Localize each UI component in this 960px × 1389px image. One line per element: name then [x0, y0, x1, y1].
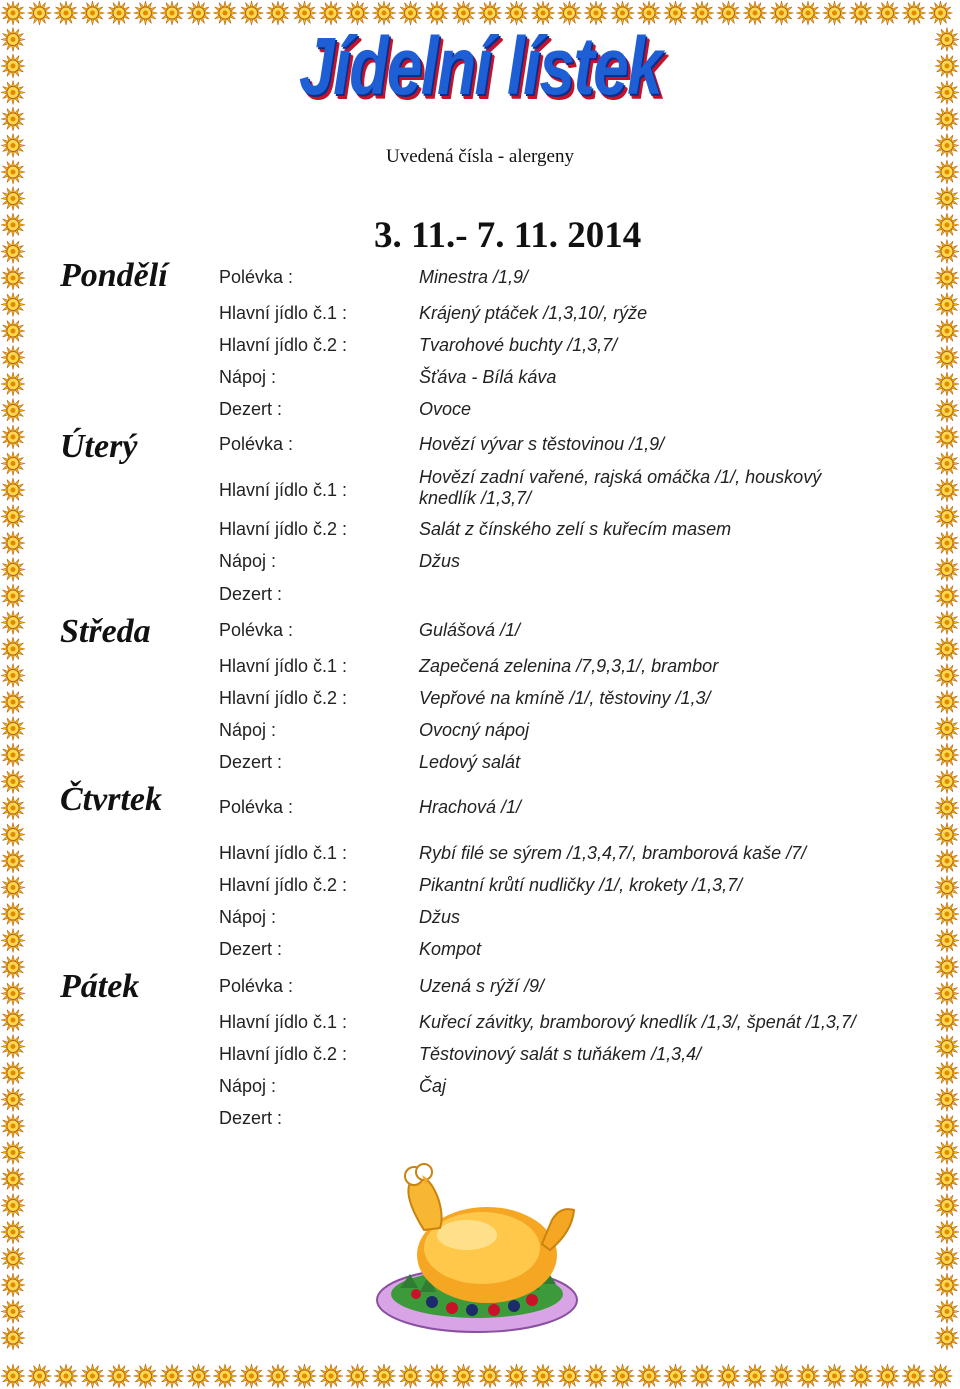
allergen-note: Uvedená čísla - alergeny: [386, 146, 574, 167]
sun-icon: [690, 1364, 714, 1388]
date-range: 3. 11.- 7. 11. 2014: [374, 215, 642, 256]
sun-icon: [1, 558, 25, 582]
sun-icon: [1, 849, 25, 873]
menu-value: Rybí filé se sýrem /1,3,4,7/, bramborová kaše /7/: [419, 843, 807, 863]
menu-label: Hlavní jídlo č.2 :: [219, 519, 348, 539]
sun-icon: [425, 1364, 449, 1388]
sun-icon: [935, 452, 959, 476]
menu-label: Polévka :: [219, 434, 294, 454]
menu-label: Hlavní jídlo č.2 :: [219, 1044, 348, 1064]
menu-label: Nápoj :: [219, 907, 277, 927]
sun-icon: [664, 1364, 688, 1388]
sun-icon: [935, 1300, 959, 1324]
sun-icon: [452, 1364, 476, 1388]
sun-icon: [1, 1220, 25, 1244]
sun-icon: [935, 743, 959, 767]
sun-icon: [876, 1364, 900, 1388]
menu-label: Polévka :: [219, 620, 294, 640]
menu-label: Hlavní jídlo č.1 :: [219, 1012, 348, 1032]
sun-icon: [935, 1326, 959, 1350]
sun-icon: [935, 1035, 959, 1059]
menu-label: Dezert :: [219, 752, 283, 772]
sun-icon: [531, 1364, 555, 1388]
menu-label: Nápoj :: [219, 367, 277, 387]
sun-icon: [717, 1364, 741, 1388]
sun-icon: [935, 955, 959, 979]
sun-icon: [935, 399, 959, 423]
sun-icon: [1, 690, 25, 714]
sun-icon: [935, 293, 959, 317]
sun-icon: [1, 372, 25, 396]
sun-icon: [935, 213, 959, 237]
sun-icon: [1, 1061, 25, 1085]
sun-icon: [1, 1194, 25, 1218]
sun-icon: [1, 1035, 25, 1059]
sun-icon: [399, 1364, 423, 1388]
sun-icon: [1, 584, 25, 608]
sun-icon: [743, 1364, 767, 1388]
sun-icon: [1, 1364, 25, 1388]
sun-icon: [935, 1141, 959, 1165]
sun-icon: [1, 399, 25, 423]
sun-icon: [935, 929, 959, 953]
menu-value: Pikantní krůtí nudličky /1/, krokety /1,3,7/: [419, 875, 743, 895]
menu-label: Hlavní jídlo č.1 :: [219, 656, 348, 676]
sun-icon: [935, 1088, 959, 1112]
sun-icon: [1, 664, 25, 688]
menu-value: Hovězí zadní vařené, rajská omáčka /1/, houskový knedlík /1,3,7/: [419, 467, 822, 508]
roast-chicken-icon: [372, 1160, 582, 1340]
sun-icon: [935, 372, 959, 396]
menu-value: Salát z čínského zelí s kuřecím masem: [419, 519, 732, 539]
sun-icon: [1, 346, 25, 370]
menu-label: Hlavní jídlo č.1 :: [219, 303, 348, 323]
sun-icon: [1, 293, 25, 317]
sun-icon: [1, 213, 25, 237]
sun-icon: [1, 1088, 25, 1112]
sun-icon: [935, 849, 959, 873]
sun-icon: [1, 266, 25, 290]
sun-icon: [935, 558, 959, 582]
sun-icon: [637, 1364, 661, 1388]
sun-icon: [1, 823, 25, 847]
sun-icon: [935, 1220, 959, 1244]
sun-icon: [935, 319, 959, 343]
sun-icon: [1, 531, 25, 555]
sun-icon: [54, 1364, 78, 1388]
sun-icon: [1, 637, 25, 661]
menu-value: Ovoce: [419, 399, 472, 419]
sun-icon: [1, 611, 25, 635]
sun-icon: [935, 584, 959, 608]
sun-icon: [935, 425, 959, 449]
sun-icon: [1, 876, 25, 900]
menu-label: Dezert :: [219, 939, 283, 959]
sun-icon: [796, 1364, 820, 1388]
sun-icon: [1, 902, 25, 926]
sun-icon: [935, 823, 959, 847]
sun-icon: [266, 1364, 290, 1388]
day-monday: Pondělí: [60, 257, 168, 294]
sun-icon: [935, 1061, 959, 1085]
menu-label: Dezert :: [219, 399, 283, 419]
menu-value: Vepřové na kmíně /1/, těstoviny /1,3/: [419, 688, 711, 708]
menu-label: Hlavní jídlo č.2 :: [219, 875, 348, 895]
sun-icon: [1, 955, 25, 979]
sun-icon: [902, 1364, 926, 1388]
sun-icon: [935, 187, 959, 211]
sun-icon: [935, 876, 959, 900]
sun-icon: [28, 1364, 52, 1388]
menu-value: Džus: [419, 551, 461, 571]
sun-icon: [935, 505, 959, 529]
sun-icon: [1, 1300, 25, 1324]
sun-icon: [1, 982, 25, 1006]
menu-value: Kompot: [419, 939, 482, 959]
sun-icon: [1, 1114, 25, 1138]
sun-icon: [935, 796, 959, 820]
sun-icon: [478, 1364, 502, 1388]
sun-icon: [1, 1247, 25, 1271]
sun-icon: [935, 770, 959, 794]
sun-icon: [505, 1364, 529, 1388]
page-title-wrapper: [0, 22, 960, 112]
menu-label: Hlavní jídlo č.2 :: [219, 335, 348, 355]
sun-icon: [849, 1364, 873, 1388]
sun-icon: [935, 982, 959, 1006]
sun-icon: [1, 770, 25, 794]
menu-value: Ovocný nápoj: [419, 720, 530, 740]
menu-label: Polévka :: [219, 976, 294, 996]
sun-icon: [935, 240, 959, 264]
sun-icon: [1, 505, 25, 529]
menu-value: Krájený ptáček /1,3,10/, rýže: [419, 303, 648, 323]
menu-label: Hlavní jídlo č.2 :: [219, 688, 348, 708]
menu-label: Hlavní jídlo č.1 :: [219, 843, 348, 863]
menu-value: Hovězí vývar s těstovinou /1,9/: [419, 434, 665, 454]
sun-icon: [1, 240, 25, 264]
sun-icon: [213, 1364, 237, 1388]
sun-icon: [935, 902, 959, 926]
day-friday: Pátek: [60, 968, 140, 1005]
sun-icon: [935, 1008, 959, 1032]
sun-icon: [187, 1364, 211, 1388]
menu-label: Polévka :: [219, 797, 294, 817]
sun-icon: [372, 1364, 396, 1388]
sun-icon: [935, 1167, 959, 1191]
sun-icon: [319, 1364, 343, 1388]
sun-icon: [558, 1364, 582, 1388]
menu-label: Nápoj :: [219, 720, 277, 740]
menu-label: Dezert :: [219, 584, 283, 604]
menu-value: Zapečená zelenina /7,9,3,1/, brambor: [419, 656, 719, 676]
sun-icon: [240, 1364, 264, 1388]
menu-value: Uzená s rýží /9/: [419, 976, 545, 996]
sun-icon: [1, 717, 25, 741]
menu-value: Džus: [419, 907, 461, 927]
sun-icon: [346, 1364, 370, 1388]
sun-icon: [929, 1364, 953, 1388]
sun-icon: [770, 1364, 794, 1388]
sun-icon: [823, 1364, 847, 1388]
menu-value: Hrachová /1/: [419, 797, 522, 817]
sun-icon: [1, 929, 25, 953]
sun-icon: [1, 319, 25, 343]
sun-icon: [935, 266, 959, 290]
sun-icon: [1, 478, 25, 502]
menu-value: Tvarohové buchty /1,3,7/: [419, 335, 618, 355]
sun-icon: [611, 1364, 635, 1388]
day-tuesday: Úterý: [60, 428, 138, 465]
sun-icon: [935, 531, 959, 555]
sun-icon: [1, 743, 25, 767]
sun-icon: [1, 1167, 25, 1191]
menu-label: Nápoj :: [219, 551, 277, 571]
sun-icon: [1, 1141, 25, 1165]
sun-icon: [81, 1364, 105, 1388]
menu-label: Nápoj :: [219, 1076, 277, 1096]
sun-icon: [107, 1364, 131, 1388]
sun-icon: [935, 1114, 959, 1138]
sun-icon: [1, 796, 25, 820]
sun-icon: [1, 452, 25, 476]
menu-value: Gulášová /1/: [419, 620, 521, 640]
sun-icon: [935, 1247, 959, 1271]
sun-icon: [935, 637, 959, 661]
menu-value: Těstovinový salát s tuňákem /1,3,4/: [419, 1044, 702, 1064]
sun-icon: [1, 1273, 25, 1297]
day-thursday: Čtvrtek: [60, 781, 162, 818]
sun-icon: [584, 1364, 608, 1388]
sun-icon: [935, 478, 959, 502]
sun-icon: [935, 690, 959, 714]
menu-value: Kuřecí závitky, bramborový knedlík /1,3/, špenát /1,3,7/: [419, 1012, 856, 1032]
menu-value: Čaj: [419, 1076, 447, 1096]
page-title: Jídelní lístek: [298, 21, 662, 112]
sun-icon: [935, 1194, 959, 1218]
sun-icon: [935, 611, 959, 635]
sun-icon: [160, 1364, 184, 1388]
sun-icon: [935, 717, 959, 741]
menu-label: Polévka :: [219, 267, 294, 287]
sun-icon: [1, 1008, 25, 1032]
sun-icon: [1, 187, 25, 211]
sun-icon: [1, 425, 25, 449]
menu-label: Dezert :: [219, 1108, 283, 1128]
menu-value: Ledový salát: [419, 752, 521, 772]
sun-icon: [935, 664, 959, 688]
menu-value: Minestra /1,9/: [419, 267, 529, 287]
sun-icon: [134, 1364, 158, 1388]
sun-icon: [293, 1364, 317, 1388]
day-wednesday: Středa: [60, 613, 151, 650]
menu-value: Šťáva - Bílá káva: [419, 367, 557, 387]
sun-icon: [935, 1273, 959, 1297]
sun-icon: [1, 1326, 25, 1350]
menu-label: Hlavní jídlo č.1 :: [219, 480, 348, 500]
sun-icon: [935, 346, 959, 370]
